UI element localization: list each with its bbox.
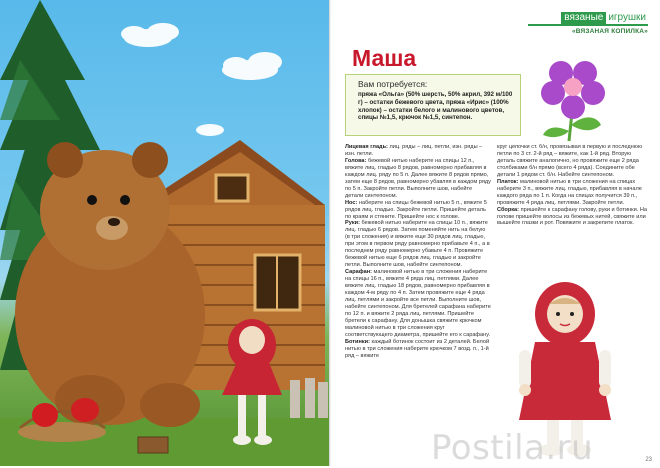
materials-text: пряжа «Ольга» (50% шерсть, 50% акрил, 392 м/100 г) – остатки бежевого цвета, пряжа «Ирис» (100% хлопок) – остатки белого и малинового цветов, спицы №1,5, крючок №1,5, синтепон. (358, 91, 513, 122)
materials-box (345, 74, 521, 136)
paragraph-boots: Ботинки: каждый ботинок состоит из 2 деталей. Белой нитью в три сложения наберите крючком 7 возд. п., 1-й ряд – вяжите (345, 338, 490, 359)
paragraph-head: Голова: бежевой нитью наберите на спицы 12 п., вяжите лиц. гладью 8 рядов, равномерно прибавляя в каждом лиц. ряду по 5 п. Далее вяжите 8 рядов прямо, затем еще 8 рядов, равномерно убавляя в каждом ряду по 5 п. Закройте петли. Выполните шов, набейте детали синтепоном. (345, 157, 491, 199)
materials-heading: Вам потребуется: (358, 79, 428, 89)
watermark: Postila.ru (431, 428, 594, 468)
bear-and-masha-photo (0, 0, 329, 466)
section-header (528, 12, 648, 35)
header-label-toys: игрушки (608, 12, 646, 23)
paragraph-stockinette: Лицевая гладь: лиц. ряды – лиц. петли, изн. ряды – изн. петли. (345, 144, 483, 157)
page-title: Маша (352, 45, 417, 71)
paragraph-scarf: Платок: малиновой нитью в три сложения на спицах наберите 3 п., вяжите лиц. гладью, прибавляя в начале каждого ряда по 1 п. Когда на спицах получится 39 п., провяжите 4 ряда лиц. петлями. Закройте петли. (497, 178, 642, 206)
paragraph-nose: Нос: наберите на спицы бежевой нитью 5 п., вяжите 5 рядов лиц. гладью. Закройте петли. Пришейте деталь по краям и стяните. Пришейте нос к голове. (345, 199, 487, 220)
instructions-column-2 (497, 144, 649, 279)
instructions-column-1 (345, 144, 491, 462)
photo-page (0, 0, 329, 466)
flower-illustration (531, 55, 611, 143)
paragraph-assembly: Сборка: пришейте к сарафану голову, руки и ботинки. На голове пришейте волосы из бежевых нитей, свяжите или вышейте глазки и рот. Повяжите и закрепите платок. (497, 206, 648, 227)
paragraph-boots-cont: круг цепочки ст. б/н, провязывая в первую и последнюю петли по 3 ст. 2-й ряд – вяжите, как 1-й ряд. Вторую деталь свяжите аналогично, но провяжите еще 2 ряда столбиками б/н прямо (всего 4 ряда). Соедините обе детали 1 рядом ст. б/н. Набейте синтепоном. (497, 144, 643, 178)
paragraph-sarafan: Сарафан: малиновой нитью в три сложения наберите на спицы 16 п., вяжите 4 ряда лиц. петлями. Далее вяжите лиц. гладью 18 рядов, равномерно прибавляя в каждом 4-м ряду по 4 п. Затем провяжите еще 4 ряда лиц. петлями и закройте все петли. Выполните шов, набейте синтепоном. Для бретелей сарафана наберите по 12 п. и вяжите 2 ряда лиц. петлями. Пришейте бретели к сарафану. Для донышка свяжите крючком малиновой нитью в три сложения круг соответствующего диаметра, пришейте его к сарафану. (345, 269, 491, 338)
small-chest (138, 437, 168, 453)
text-page (331, 0, 660, 466)
page-number: 23 (645, 457, 652, 463)
header-subtitle: «ВЯЗАНАЯ КОПИЛКА» (571, 28, 648, 35)
paragraph-arms: Руки: бежевой нитью наберите на спицы 10 п., вяжите лиц. гладью 6 рядов. Затем поменяйте нить на белую (в три сложения) и вяжите еще 30 рядов лиц. гладью, при этом в первом ряду равномерно прибавьте 4 п., а в последнем ряду равномерно убавьте 4 п. Провяжите бежевой нитью еще 6 рядов лиц. гладью и закройте петли. Выполните шов, набейте синтепоном. (345, 220, 490, 269)
header-rule (528, 24, 648, 26)
clouds (121, 23, 282, 136)
header-label-knitted: вязаные (561, 12, 606, 24)
